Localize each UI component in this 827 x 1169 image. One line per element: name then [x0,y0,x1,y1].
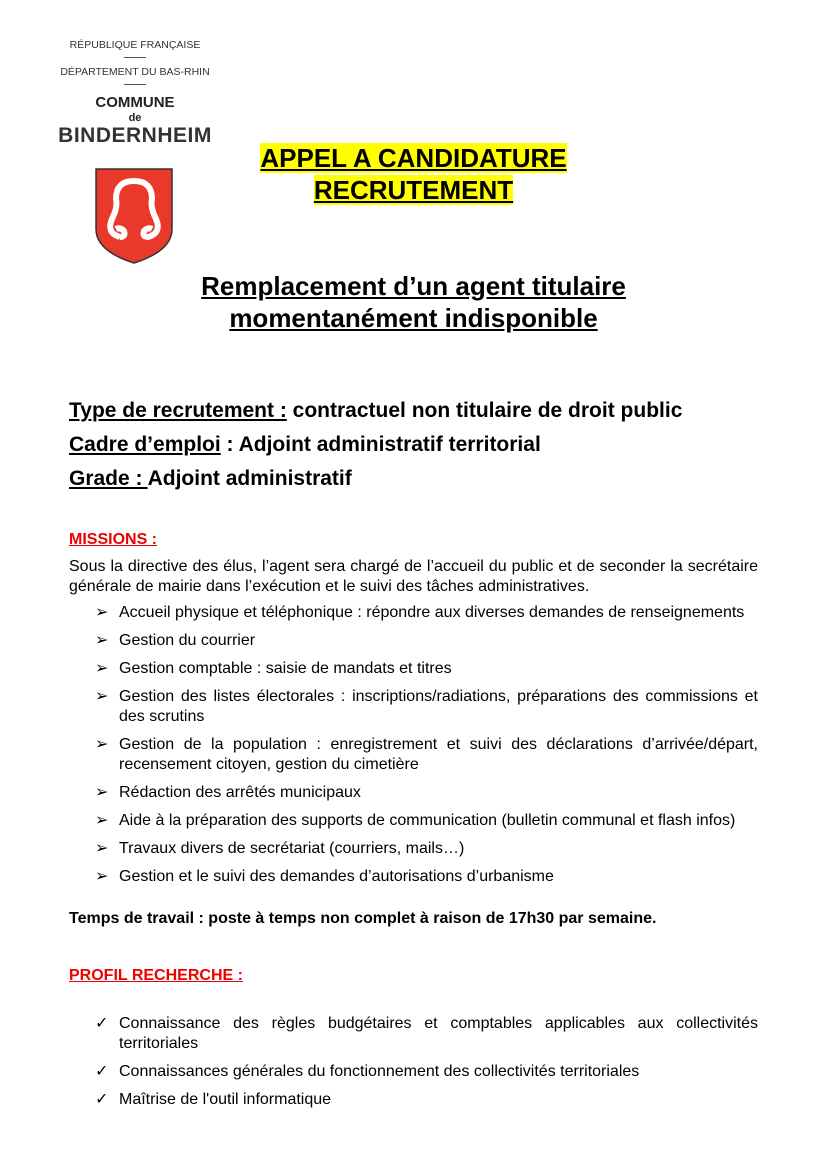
list-item: ➢ Gestion et le suivi des demandes d’autorisations d’urbanisme [95,868,554,885]
working-time: Temps de travail : poste à temps non complet à raison de 17h30 par semaine. [69,910,657,927]
divider [124,57,146,58]
grade: Grade : Adjoint administratif [69,467,352,490]
commune-name: BINDERNHEIM [58,124,212,147]
list-item: ✓ Maîtrise de l'outil informatique [95,1091,332,1108]
subtitle: Remplacement d’un agent titulaire momentanément indisponible [201,271,626,333]
list-item: ➢ Gestion du courrier [95,632,256,649]
list-item: ✓ Connaissance des règles budgétaires et comptables applicables aux collectivités territoriales [95,1015,758,1052]
divider [124,84,146,85]
list-item: ✓ Connaissances générales du fonctionnement des collectivités territoriales [95,1063,640,1080]
commune-label: COMMUNE [95,94,175,111]
missions-heading: MISSIONS : [69,531,158,548]
recruitment-type: Type de recrutement : contractuel non titulaire de droit public [69,399,683,422]
job-framework: Cadre d’emploi : Adjoint administratif territorial [69,433,541,456]
list-item: ➢ Travaux divers de secrétariat (courriers, mails…) [95,840,465,857]
page-title-2: RECRUTEMENT [313,175,514,205]
list-item: ➢ Gestion de la population : enregistrement et suivi des déclarations d’arrivée/départ, recensement citoyen, gestion du cimetière [95,736,758,773]
list-item: ➢ Gestion comptable : saisie de mandats et titres [95,660,452,677]
profile-heading: PROFIL RECHERCHE : [69,967,243,984]
missions-intro: Sous la directive des élus, l’agent sera chargé de l’accueil du public et de seconder la secrétaire générale de mairie dans l’exécution et le suivi des tâches administratives. [69,558,758,595]
republique-label: RÉPUBLIQUE FRANÇAISE [69,39,201,51]
coat-of-arms-icon [94,167,174,265]
list-item: ➢ Rédaction des arrêtés municipaux [95,784,361,801]
list-item: ➢ Accueil physique et téléphonique : répondre aux diverses demandes de renseignements [95,604,745,621]
page-title: APPEL A CANDIDATURE [260,143,567,173]
missions-list [69,603,758,895]
list-item: ➢ Aide à la préparation des supports de communication (bulletin communal et flash infos) [95,812,736,829]
departement-label: DÉPARTEMENT DU BAS-RHIN [60,66,210,78]
de-label: de [128,112,142,124]
list-item: ➢ Gestion des listes électorales : inscriptions/radiations, préparations des commissions et des scrutins [95,688,758,725]
profile-list [69,1014,758,1118]
